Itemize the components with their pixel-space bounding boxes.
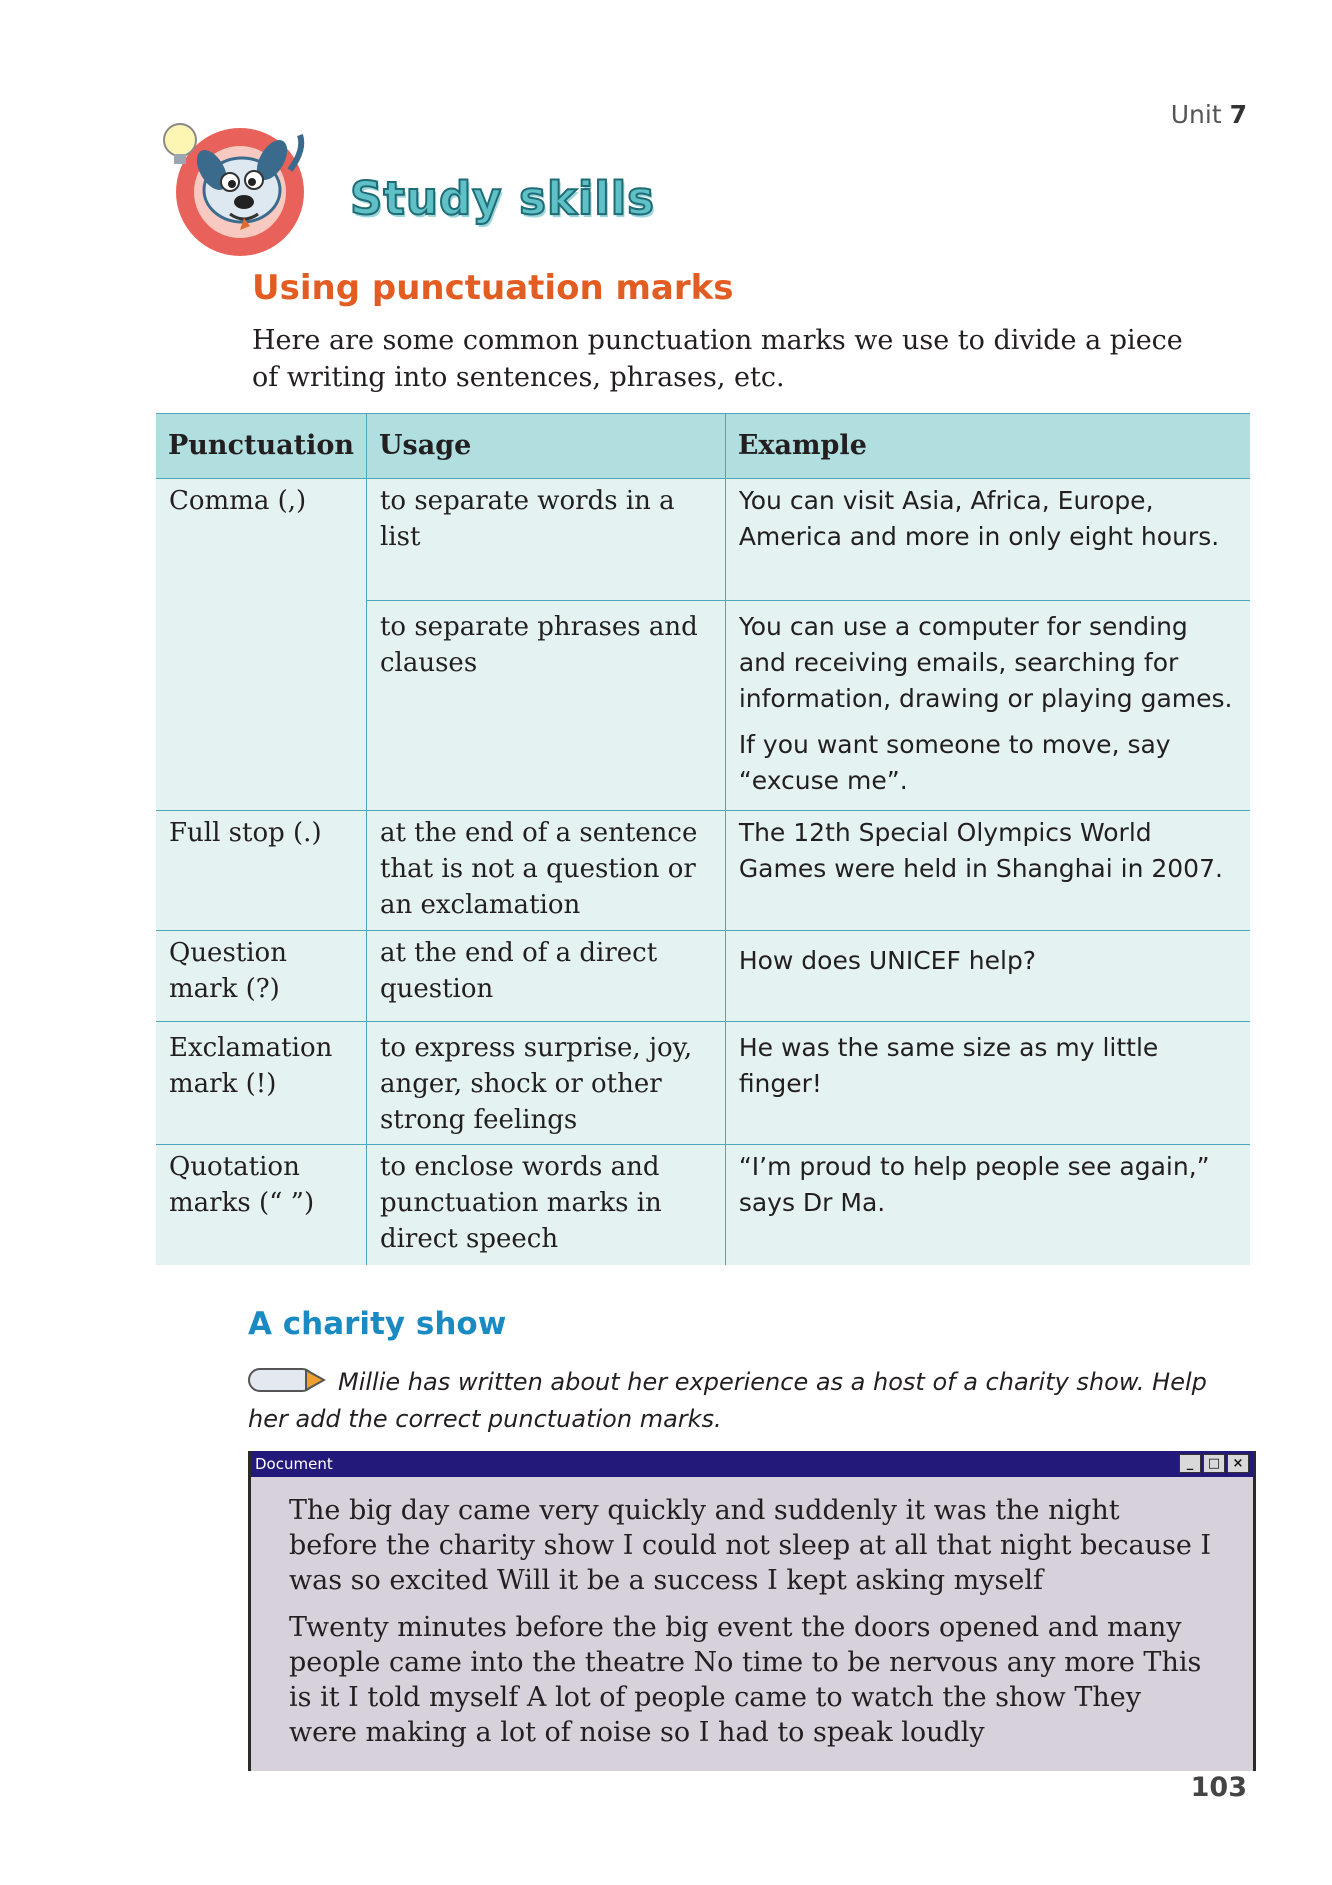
example-cell: [725, 931, 1250, 1022]
example-cell: [725, 811, 1250, 931]
document-window: [248, 1451, 1256, 1771]
table-row: [156, 479, 1250, 601]
document-paragraph: Twenty minutes before the big event the doors opened and many people came into the theatre No time to be nervous any more This is it I told myself A lot of people came to watch the show They were making a lot of noise so I had to speak loudly: [289, 1612, 1202, 1748]
punctuation-cell: Question mark (?): [156, 931, 366, 1022]
usage-cell: to express surprise, joy, anger, shock or other strong feelings: [366, 1022, 725, 1145]
usage-cell: to enclose words and punctuation marks in direct speech: [366, 1145, 725, 1265]
maximize-button[interactable]: □: [1203, 1454, 1225, 1473]
punctuation-table: [156, 413, 1250, 1265]
header-punctuation: Punctuation: [156, 414, 366, 479]
example-text: The 12th Special Olympics World Games were held in Shanghai in 2007.: [738, 818, 1223, 883]
minimize-button[interactable]: _: [1179, 1454, 1201, 1473]
usage-cell: to separate phrases and clauses: [366, 601, 725, 811]
example-cell: [725, 1145, 1250, 1265]
example-text: How does UNICEF help?: [738, 946, 1037, 975]
table-row: [156, 1022, 1250, 1145]
example-cell: [725, 479, 1250, 601]
example-text: You can visit Asia, Africa, Europe, America and more in only eight hours.: [738, 486, 1220, 551]
window-titlebar: [251, 1451, 1253, 1477]
task-instruction: Millie has written about her experience as a host of a charity show. Help her add the correct punctuation marks.: [248, 1368, 1207, 1433]
punctuation-cell: Exclamation mark (!): [156, 1022, 366, 1145]
document-paragraph: The big day came very quickly and suddenly it was the night before the charity show I could not sleep at all that night because I was so excited Will it be a success I kept asking myself: [289, 1495, 1212, 1596]
table-row: [156, 811, 1250, 931]
table-row: [156, 1145, 1250, 1265]
unit-number: 7: [1229, 100, 1247, 129]
usage-cell: to separate words in a list: [366, 479, 725, 601]
usage-cell: at the end of a sentence that is not a question or an exclamation: [366, 811, 725, 931]
table-row: [156, 931, 1250, 1022]
punctuation-cell: Full stop (.): [156, 811, 366, 931]
window-controls: [1179, 1454, 1249, 1473]
example-text: If you want someone to move, say “excuse me”.: [738, 730, 1171, 795]
intro-text: Here are some common punctuation marks we use to divide a piece of writing into sentences, phrases, etc.: [252, 325, 1183, 393]
punctuation-cell: Comma (,): [156, 479, 366, 811]
mascot-dog-icon: [160, 110, 360, 270]
header-usage: Usage: [366, 414, 725, 479]
usage-cell: at the end of a direct question: [366, 931, 725, 1022]
example-cell: [725, 1022, 1250, 1145]
example-text: You can use a computer for sending and receiving emails, searching for information, drawing or playing games.: [738, 612, 1233, 713]
study-skills-logo: [160, 110, 680, 270]
example-text: He was the same size as my little finger!: [738, 1033, 1159, 1098]
study-skills-title: Study skills: [350, 172, 655, 225]
unit-label-text: Unit: [1170, 100, 1222, 129]
example-cell: [725, 601, 1250, 811]
page-number: 103: [1190, 1772, 1247, 1803]
window-title: Document: [255, 1455, 333, 1473]
charity-show-title: A charity show: [248, 1306, 507, 1342]
table-header-row: [156, 414, 1250, 479]
example-text: “I’m proud to help people see again,” says Dr Ma.: [738, 1152, 1210, 1217]
punctuation-cell: Quotation marks (“ ”): [169, 1152, 315, 1218]
close-button[interactable]: ×: [1227, 1454, 1249, 1473]
section-title: Using punctuation marks: [252, 268, 734, 308]
document-body: [251, 1477, 1253, 1771]
unit-label: [1171, 100, 1247, 129]
header-example: Example: [725, 414, 1250, 479]
